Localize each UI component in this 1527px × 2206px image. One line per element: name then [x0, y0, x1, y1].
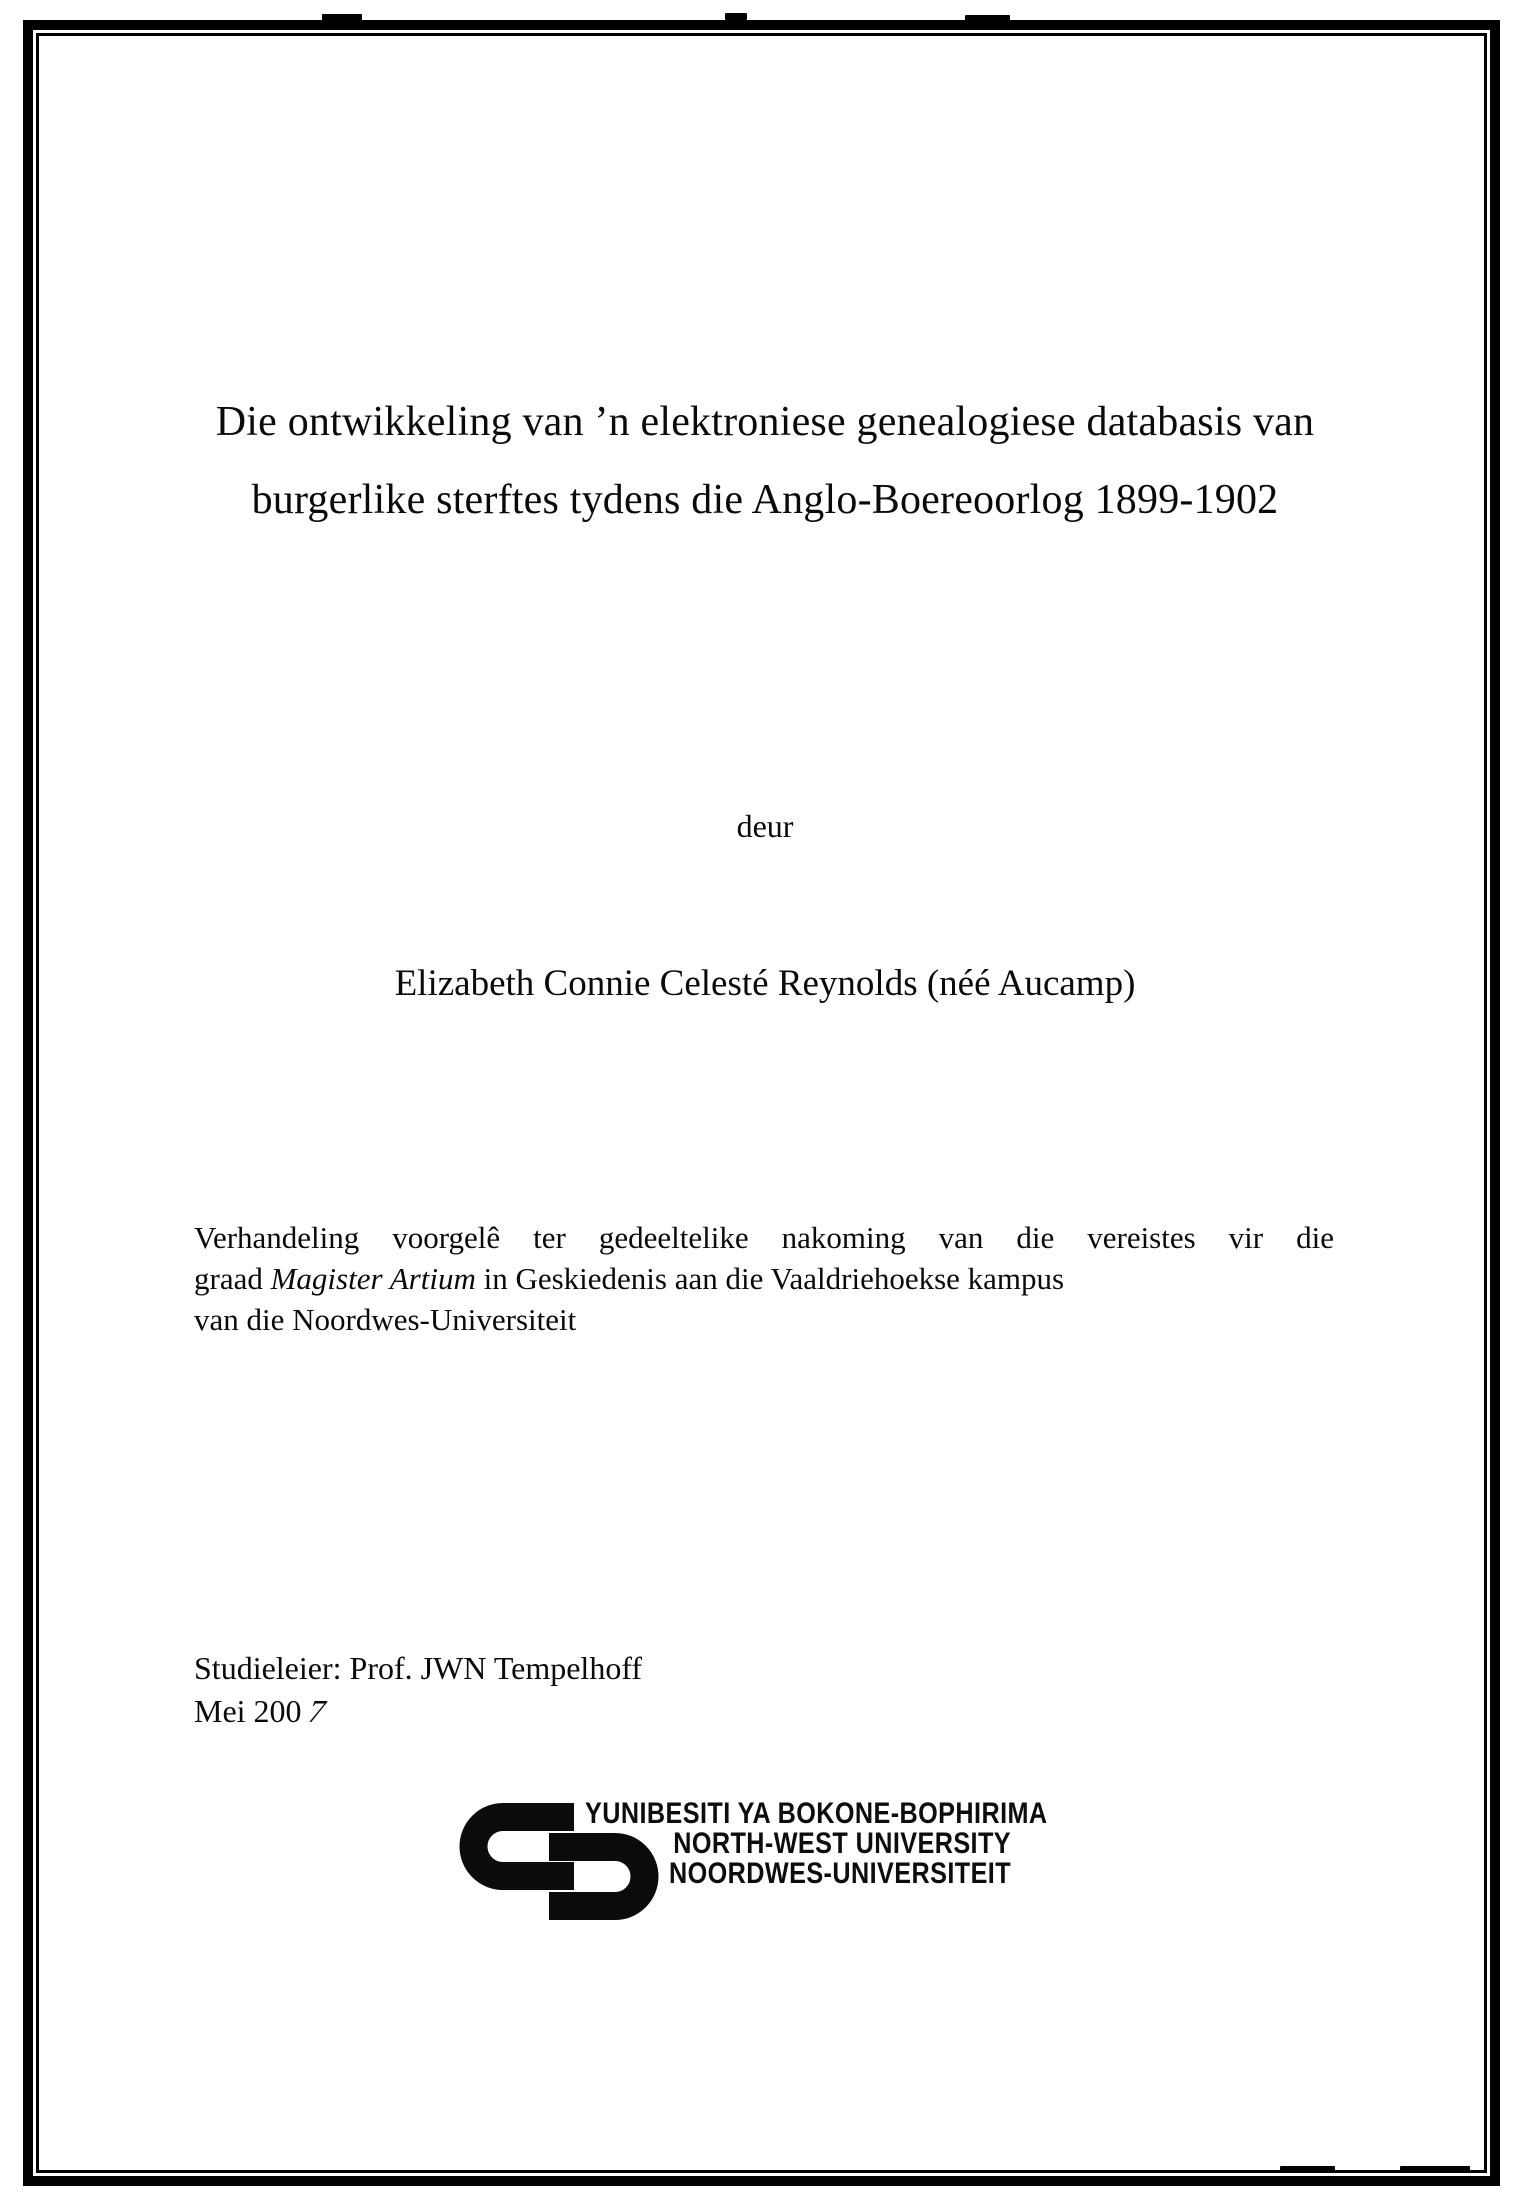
- logo-text-afrikaans: NOORDWES-UNIVERSITEIT: [669, 1857, 1012, 1890]
- declaration-line-2-suffix: in Geskiedenis aan die Vaaldriehoekse kampus: [475, 1261, 1065, 1296]
- date-last-digit: 7: [302, 1693, 331, 1729]
- declaration-line-2: [194, 1258, 1334, 1299]
- degree-name-italic: Magister Artium: [270, 1261, 476, 1296]
- scan-artifact: [1280, 2166, 1335, 2171]
- scan-artifact: [725, 13, 747, 20]
- thesis-title-line-1: Die ontwikkeling van ’n elektroniese genealogiese databasis van: [215, 399, 1315, 445]
- author-name: Elizabeth Connie Celesté Reynolds (néé Aucamp): [394, 963, 1136, 1004]
- supervisor-date-block: [194, 1647, 642, 1733]
- thesis-title: [170, 383, 1360, 539]
- thesis-title-line-2: burgerlike sterftes tydens die Anglo-Boereoorlog 1899-1902: [251, 477, 1279, 523]
- date-line: [194, 1690, 642, 1733]
- logo-text-setswana: YUNIBESITI YA BOKONE-BOPHIRIMA: [585, 1797, 1048, 1830]
- byline-preposition: deur: [736, 808, 794, 844]
- logo-text-english: NORTH-WEST UNIVERSITY: [673, 1827, 1012, 1860]
- scan-artifact: [322, 14, 362, 21]
- date-prefix: Mei 200: [194, 1693, 302, 1729]
- university-logo-wordmark: [585, 1799, 1048, 1889]
- scan-artifact: [965, 15, 1010, 21]
- scan-artifact: [1400, 2166, 1470, 2171]
- declaration-paragraph: [194, 1217, 1334, 1340]
- declaration-line-2-prefix: graad: [194, 1261, 271, 1296]
- supervisor-line: Studieleier: Prof. JWN Tempelhoff: [194, 1650, 643, 1686]
- declaration-line-1: Verhandeling voorgelê ter gedeeltelike nakoming van die vereistes vir die: [194, 1220, 1334, 1255]
- declaration-line-3: van die Noordwes-Universiteit: [194, 1302, 577, 1337]
